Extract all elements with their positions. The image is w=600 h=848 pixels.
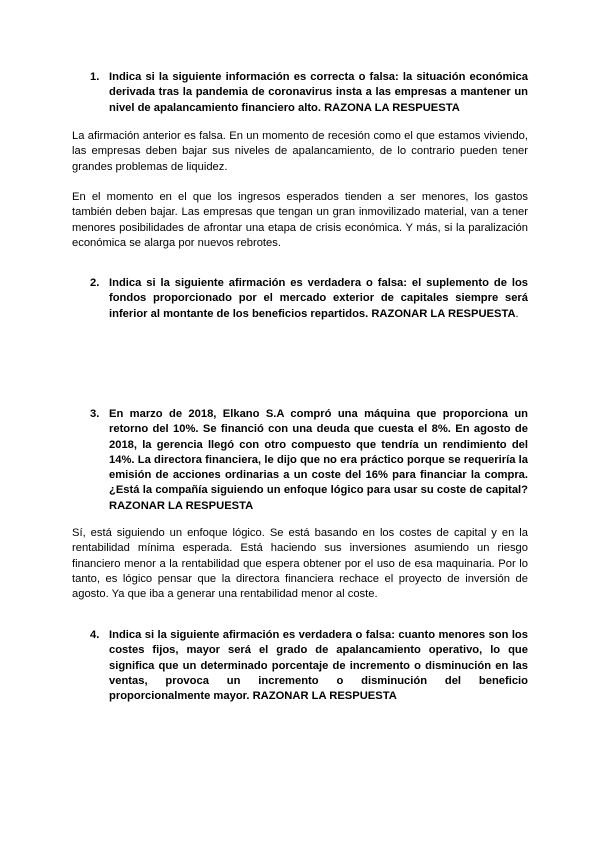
question-4-number: 4.: [90, 629, 100, 641]
question-2-period: .: [515, 307, 519, 320]
question-4: [90, 628, 528, 704]
question-2-text: Indica si la siguiente afirmación es verdadera o falsa: el suplemento de los fondos proporcionado por el mercado exterior de capitales siempre será inferior al montante de los beneficios repartidos. RAZONAR LA RESPUESTA: [109, 277, 528, 320]
question-1: [90, 70, 528, 116]
question-2-number: 2.: [90, 277, 100, 289]
question-1-text: Indica si la siguiente información es correcta o falsa: la situación económica derivada tras la pandemia de coronavirus insta a las empresas a mantener un nivel de apalancamiento financiero alto. RAZONA LA RESPUESTA: [109, 71, 528, 114]
question-2: [90, 276, 528, 322]
answer-3-paragraph-1: Sí, está siguiendo un enfoque lógico. Se está basando en los costes de capital y en la rentabilidad mínima esperada. Está haciendo sus inversiones asumiendo un riesgo financiero menor a la rentabilidad que espera obtener por el uso de esa maquinaria. Por lo tanto, es lógico pensar que la directora financiera rechace el proyecto de inversión de agosto. Ya que iba a generar una rentabilidad menor al coste.: [72, 527, 528, 601]
question-3: [90, 407, 528, 514]
question-3-number: 3.: [90, 408, 100, 420]
question-3-text: En marzo de 2018, Elkano S.A compró una máquina que proporciona un retorno del 10%. Se financió con una deuda que cuesta el 8%. En agosto de 2018, la gerencia llegó con otro compuesto que tendría un rendimiento del 14%. La directora financiera, le dijo que no era práctico porque se requeriría la emisión de acciones ordinarias a un coste del 16% para financiar la compra. ¿Está la compañía siguiendo un enfoque lógico para usar su coste de capital? RAZONAR LA RESPUESTA: [109, 408, 528, 512]
question-4-text: Indica si la siguiente afirmación es verdadera o falsa: cuanto menores son los costes fijos, mayor será el grado de apalancamiento operativo, lo que significa que un determinado porcentaje de incremento o disminución en las ventas, provoca un incremento o disminución del beneficio proporcionalmente mayor. RAZONAR LA RESPUESTA: [109, 629, 528, 703]
answer-1-paragraph-1: La afirmación anterior es falsa. En un momento de recesión como el que estamos viviendo, las empresas deben bajar sus niveles de apalancamiento, de lo contrario pueden tener grandes problemas de liquidez.: [72, 130, 528, 173]
answer-1-paragraph-2: En el momento en el que los ingresos esperados tienden a ser menores, los gastos también deben bajar. Las empresas que tengan un gran inmovilizado material, van a tener menores posibilidades de afrontar una etapa de crisis económica. Y más, si la paralización económica se alarga por nuevos rebrotes.: [72, 191, 528, 249]
question-1-number: 1.: [90, 71, 100, 83]
